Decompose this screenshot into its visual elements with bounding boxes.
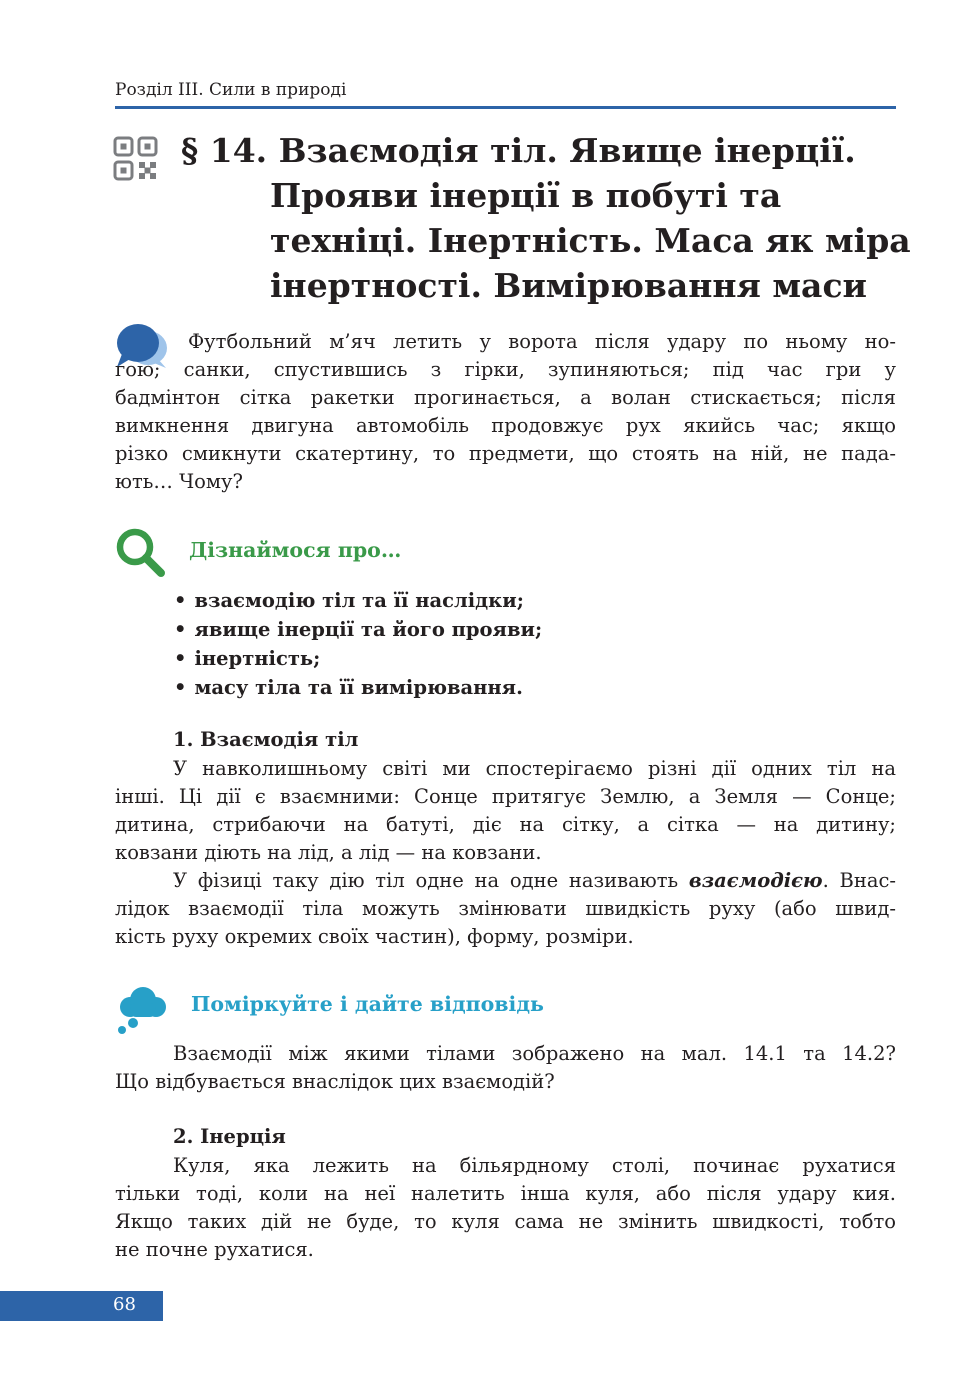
list-item: • інертність; (174, 644, 542, 673)
section1-text (115, 755, 896, 951)
intro-line: гою; санки, спустившись з гірки, зупиняються; під час гри у (115, 358, 896, 381)
list-item: • взаємодію тіл та її наслідки; (174, 586, 542, 615)
text-line: Що відбувається внаслідок цих взаємодій? (115, 1070, 555, 1093)
text-line: Взаємодії між якими тілами зображено на мал. 14.1 та 14.2? (173, 1042, 896, 1065)
section-heading: 2. Інерція (173, 1125, 286, 1148)
section-heading: 1. Взаємодія тіл (173, 728, 359, 751)
question-text (115, 1040, 896, 1096)
title-line: Прояви інерції в побуті та (270, 176, 782, 215)
text-line: тільки тоді, коли на неї налетить інша куля, або після удару кия. (115, 1182, 896, 1205)
text-line: кість руху окремих своїх частин), форму, розміри. (115, 925, 634, 948)
text-line: ковзани діють на лід, а лід — на ковзани. (115, 841, 542, 864)
list-item: • явище інерції та його прояви; (174, 615, 542, 644)
key-term: взаємодією (688, 869, 823, 892)
page-number-bar (0, 1291, 163, 1321)
text-line: У навколишньому світі ми спостерігаємо різні дії одних тіл на (173, 757, 896, 780)
intro-line: вимкнення двигуна автомобіль продовжує рух якийсь час; якщо (115, 414, 896, 437)
learn-list (174, 586, 542, 702)
intro-line: різко смикнути скатертину, то предмети, що стоять на ній, не пада- (115, 442, 896, 465)
page-title (181, 128, 911, 308)
text-line: лідок взаємодії тіла можуть змінювати швидкість руху (або швид- (115, 897, 896, 920)
magnifier-icon (115, 527, 167, 579)
title-line: техніці. Інертність. Маса як міра (270, 221, 911, 260)
text-fragment: У фізиці таку дію тіл одне на одне називають (173, 869, 679, 892)
intro-line: Футбольний м’яч летить у ворота після удару по ньому но- (188, 330, 896, 353)
section2-text (115, 1152, 896, 1264)
intro-line: ють… Чому? (115, 470, 243, 493)
text-line: дитина, стрибаючи на батуті, діє на сітку, а сітка — на дитину; (115, 813, 896, 836)
text-line: інші. Ці дії є взаємними: Сонце притягує Землю, а Земля — Сонце; (115, 785, 896, 808)
intro-paragraph (115, 328, 896, 496)
header-divider (115, 106, 896, 109)
title-line: § 14. Взаємодія тіл. Явище інерції. (181, 131, 856, 170)
list-item: • масу тіла та її вимірювання. (174, 673, 542, 702)
text-line: Куля, яка лежить на більярдному столі, починає рухатися (173, 1154, 896, 1177)
text-line: не почне рухатися. (115, 1238, 314, 1261)
text-fragment: . Внас- (822, 869, 897, 892)
think-heading: Поміркуйте і дайте відповідь (191, 992, 544, 1016)
intro-line: бадмінтон сітка ракетки прогинається, а волан стискається; після (115, 386, 896, 409)
thought-cloud-icon (114, 985, 170, 1035)
learn-heading: Дізнаймося про… (189, 538, 402, 562)
chapter-header: Розділ ІІІ. Сили в природі (115, 80, 347, 100)
title-line: інертності. Вимірювання маси (270, 266, 868, 305)
text-line: Якщо таких дій не буде, то куля сама не змінить швидкості, тобто (115, 1210, 896, 1233)
page-number: 68 (113, 1294, 136, 1315)
qr-code-icon (112, 135, 160, 183)
text-line (115, 867, 896, 895)
